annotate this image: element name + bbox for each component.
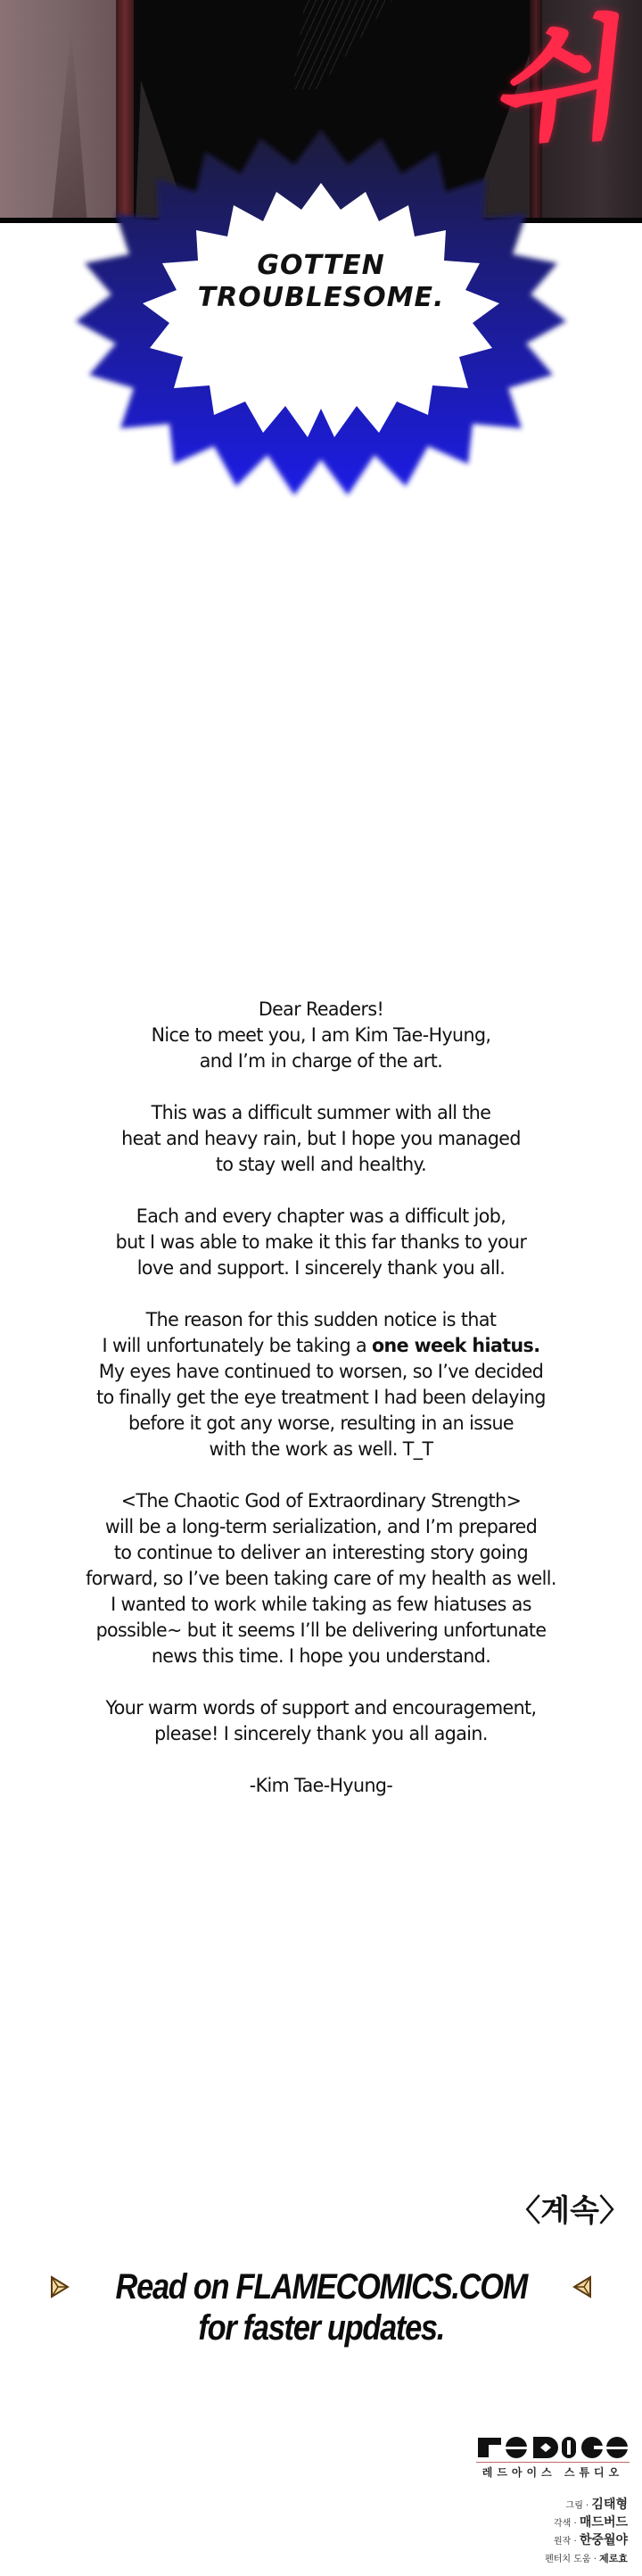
- letter-line-hiatus: [33, 1333, 610, 1359]
- promo-row-2: [0, 2307, 642, 2348]
- promo-line-2: for faster updates.: [198, 2308, 444, 2348]
- letter-signature: -Kim Tae-Hyung-: [249, 1775, 393, 1796]
- letter-line: heat and heavy rain, but I hope you managed: [121, 1128, 521, 1149]
- studio-logo-divider: [476, 2462, 630, 2463]
- letter-line: with the work as well. T_T: [209, 1438, 433, 1460]
- letter-line: to continue to deliver an interesting story going: [113, 1542, 529, 1563]
- letter-line: Each and every chapter was a difficult job,: [136, 1205, 506, 1227]
- hiatus-emphasis: one week hiatus.: [372, 1335, 540, 1356]
- letter-line: to finally get the eye treatment I had been delaying: [96, 1387, 546, 1408]
- arrow-right-icon: [50, 2275, 70, 2299]
- credit-name: 매드버드: [579, 2515, 628, 2530]
- credit-name: 제로효: [599, 2553, 628, 2564]
- letter-paragraph-summer: [33, 1100, 610, 1178]
- letter-paragraph-serialization: [33, 1488, 610, 1669]
- letter-line: please! I sincerely thank you all again.: [154, 1723, 488, 1744]
- credits: [545, 2497, 628, 2568]
- promo-row-1: [0, 2266, 642, 2307]
- credit-role: 그림: [565, 2501, 583, 2511]
- letter-line: Your warm words of support and encouragement,: [105, 1697, 537, 1719]
- letter-line: My eyes have continued to worsen, so I’ve decided: [98, 1361, 544, 1382]
- arrow-left-icon: [572, 2275, 592, 2299]
- letter-line: will be a long-term serialization, and I’m prepared: [104, 1516, 538, 1537]
- credit-row: 원작 · 한중월야: [554, 2533, 628, 2547]
- letter-line: Nice to meet you, I am Kim Tae-Hyung,: [151, 1024, 491, 1046]
- promo-line-1: Read on FLAMECOMICS.COM: [115, 2267, 527, 2307]
- letter-line: to stay well and healthy.: [215, 1154, 427, 1175]
- letter-paragraph-greeting: [33, 997, 610, 1074]
- studio-logo: [476, 2434, 630, 2459]
- credit-role: 원작: [554, 2537, 572, 2547]
- letter-line: Dear Readers!: [258, 998, 384, 1020]
- promo-banner: [0, 2266, 642, 2348]
- credit-role: 각색: [554, 2519, 572, 2529]
- letter-line-title: <The Chaotic God of Extraordinary Strength>: [120, 1490, 522, 1512]
- letter-line: This was a difficult summer with all the: [151, 1102, 491, 1123]
- credit-name: 한중월야: [579, 2533, 628, 2547]
- credit-row: 각색 · 매드버드: [554, 2515, 628, 2530]
- letter-line: The reason for this sudden notice is that: [145, 1309, 497, 1330]
- credit-row: 펜터치 도움 · 제로효: [545, 2553, 628, 2564]
- letter-line: love and support. I sincerely thank you all.: [136, 1257, 506, 1279]
- letter-line: news this time. I hope you understand.: [151, 1645, 491, 1667]
- to-be-continued-label: 〈계속〉: [510, 2193, 630, 2229]
- letter-paragraph-thanks: [33, 1204, 610, 1281]
- credit-row: 그림 · 김태형: [565, 2497, 628, 2512]
- studio-name: 레드아이스 스튜디오: [482, 2466, 624, 2479]
- speech-bubble-burst: [54, 89, 588, 500]
- sound-effect-text: 쉬: [490, 0, 639, 168]
- letter-line: possible~ but it seems I’ll be delivering unfortunate: [95, 1619, 547, 1641]
- letter-paragraph-closing: [33, 1695, 610, 1747]
- letter-line: forward, so I’ve been taking care of my health as well.: [86, 1568, 556, 1589]
- letter-line: before it got any worse, resulting in an issue: [128, 1412, 514, 1434]
- speech-line: TROUBLESOME.: [197, 282, 445, 313]
- letter-line: and I’m in charge of the art.: [199, 1050, 443, 1072]
- panel-speed-lines: [268, 0, 392, 89]
- letter-paragraph-hiatus: [33, 1307, 610, 1462]
- letter-line: I wanted to work while taking as few hiatuses as: [111, 1594, 531, 1615]
- author-letter: [33, 997, 610, 1799]
- letter-text: I will unfortunately be taking a: [102, 1335, 373, 1356]
- credit-name: 김태형: [591, 2497, 628, 2512]
- speech-line: GOTTEN: [257, 250, 385, 281]
- credit-role: 펜터치 도움: [545, 2555, 591, 2564]
- speech-bubble-text: [54, 250, 588, 314]
- letter-line: but I was able to make it this far thanks to your: [115, 1231, 527, 1253]
